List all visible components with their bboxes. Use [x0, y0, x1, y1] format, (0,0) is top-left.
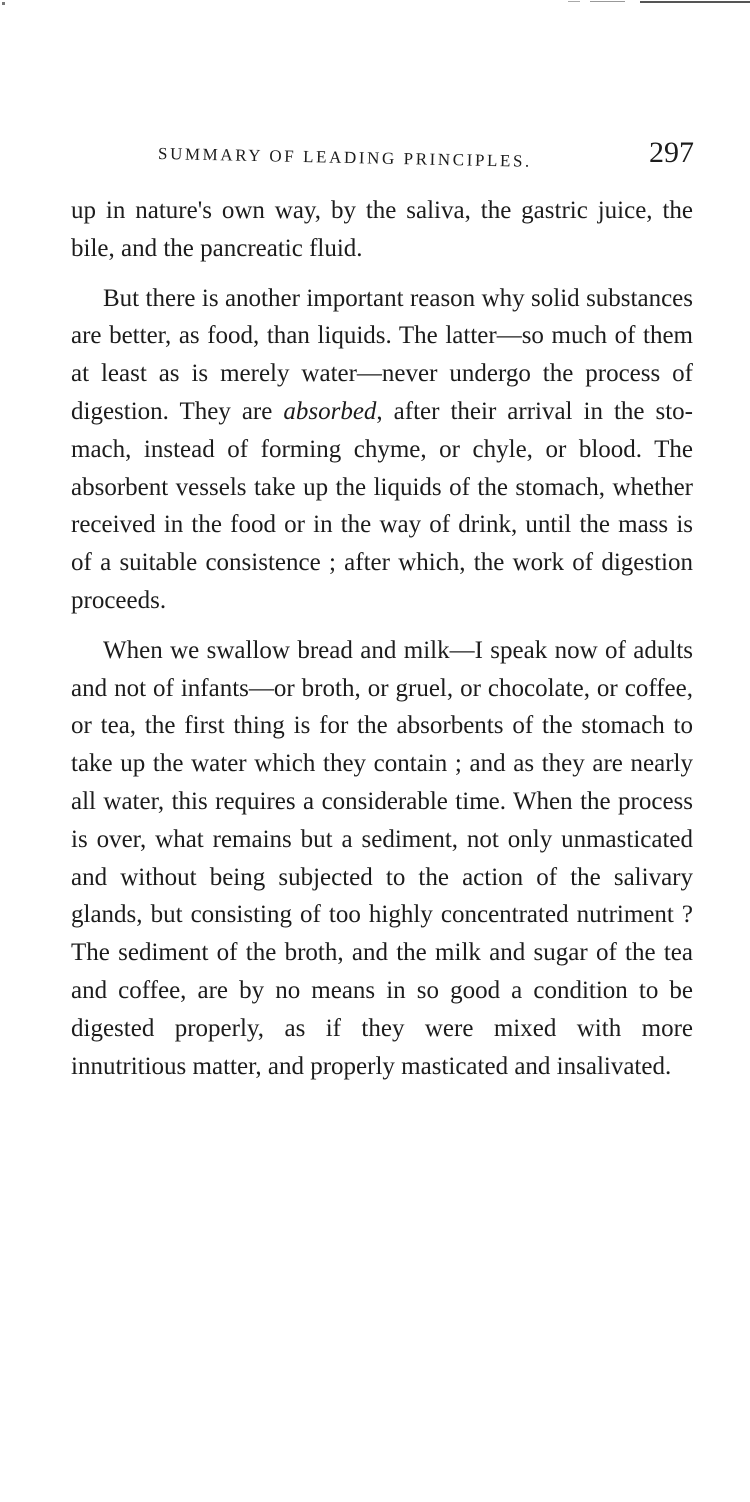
- body-text: [71, 192, 693, 1085]
- paragraph-continued: up in nature's own way, by the saliva, the gastric juice, the bile, and the pancreatic fluid.: [71, 197, 693, 262]
- scan-edge-mark-line: [640, 1, 750, 3]
- page-header: [157, 136, 698, 178]
- paragraph-solid-substances: [71, 280, 693, 620]
- scan-edge-mark-line: [590, 1, 625, 2]
- emphasized-word: absorbed: [283, 397, 377, 425]
- paragraph-text: But there is another important reason why solid substances are better, as food, than liquids. The latter—so much of them at least as is merely water—never undergo the process of digestion. They are: [71, 284, 693, 425]
- running-head: SUMMARY OF LEADING PRINCIPLES.: [157, 144, 533, 171]
- paragraph-text: , after their arrival in the stomach, instead of forming chyme, or chyle, or blood. The absorbent vessels take up the liquids of the stomach, whether received in the food or in the way of drink, until the mass is of a suitable consistence ; after which, the work of digestion proceeds.: [71, 397, 693, 614]
- scan-edge-mark-line: [568, 1, 580, 2]
- page-number: 297: [649, 136, 694, 169]
- scan-edge-mark: [550, 0, 750, 6]
- paragraph-bread-and-milk: When we swallow bread and milk—I speak now of adults and not of infants—or broth, or gruel, or chocolate, or coffee, or tea, the first thing is for the absorbents of the stomach to take up the water which they contain ; and as they are nearly all water, this requires a considerable time. When the process is over, what remains but a sediment, not only unmasticated and without being subjected to the action of the salivary glands, but consisting of too highly concentrated nutriment ? The sediment of the broth, and the milk and sugar of the tea and coffee, are by no means in so good a condition to be digested properly, as if they were mixed with more innutritious matter, and properly masticated and insalivated.: [71, 636, 693, 1080]
- scan-corner-mark: [2, 2, 5, 5]
